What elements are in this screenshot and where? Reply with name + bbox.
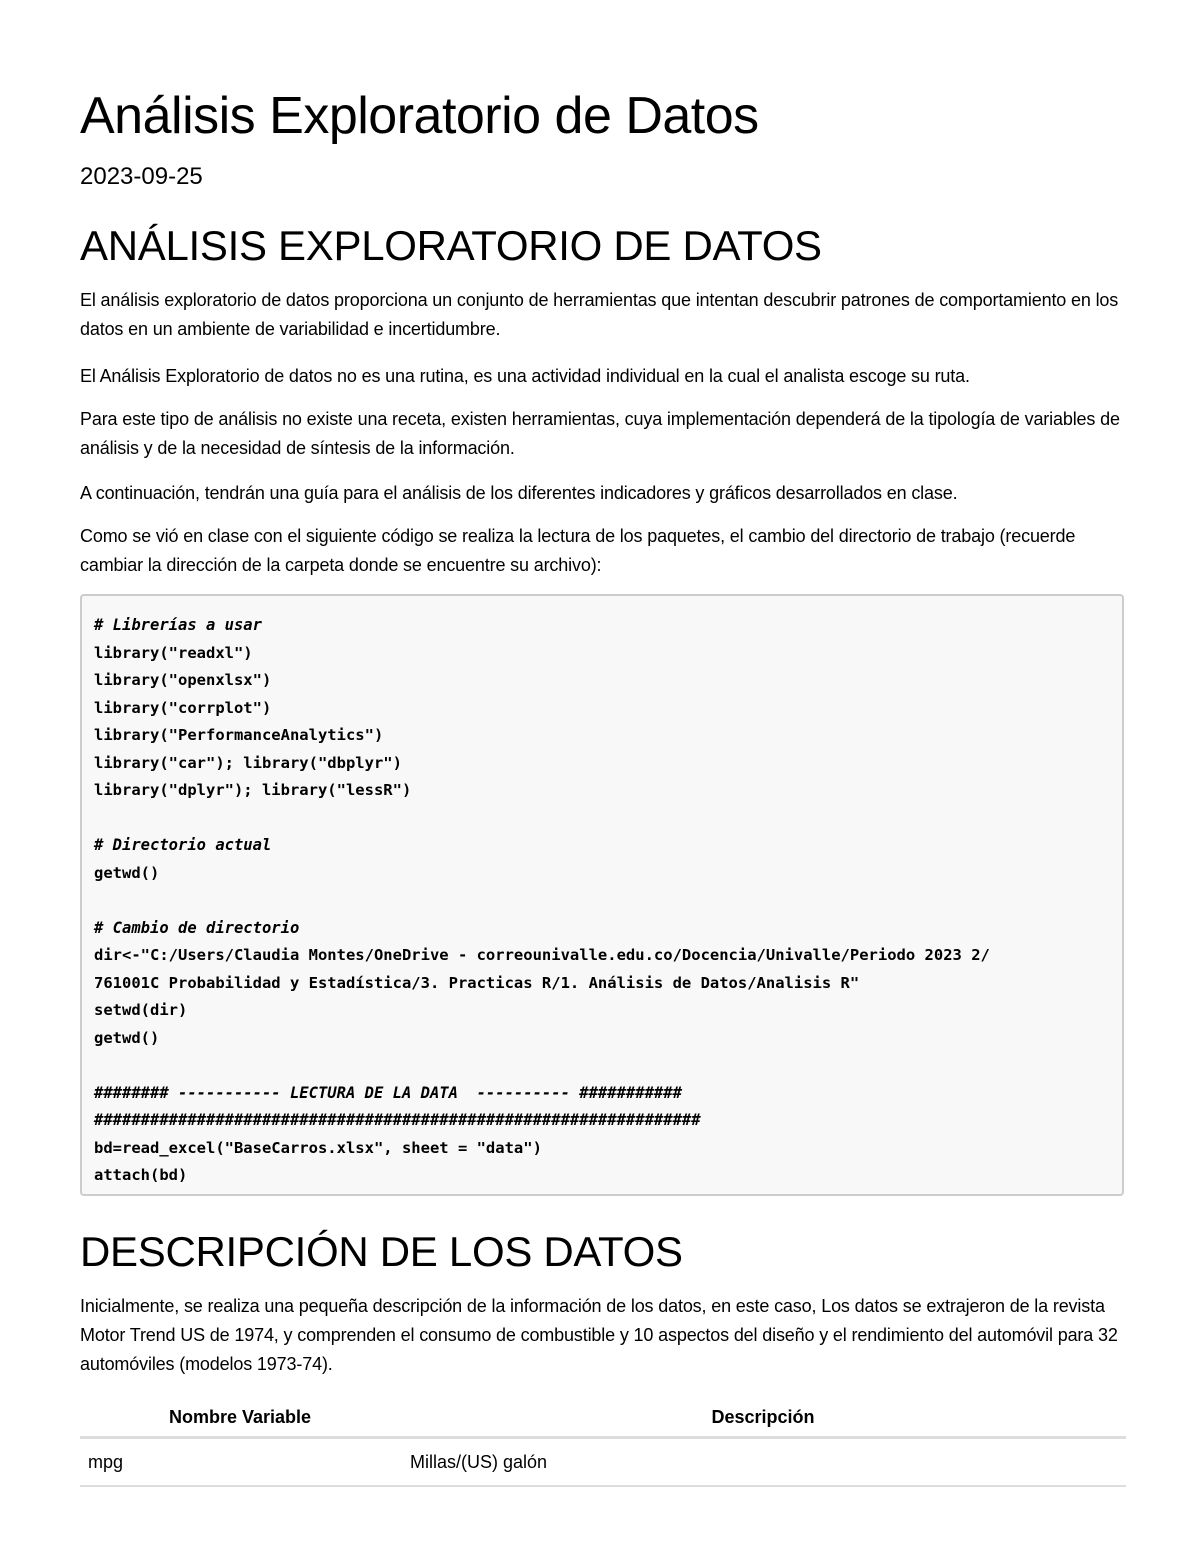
code-comment: # Directorio actual <box>94 836 272 854</box>
code-line: getwd() <box>94 1028 160 1047</box>
section-heading-analisis: ANÁLISIS EXPLORATORIO DE DATOS <box>80 222 822 269</box>
code-line: library("dplyr"); library("lessR") <box>94 781 412 799</box>
code-line: 761001C Probabilidad y Estadística/3. Practicas R/1. Análisis de Datos/Analisis R" <box>94 973 860 992</box>
code-blank-line <box>94 805 1114 833</box>
code-comment: # Cambio de directorio <box>94 918 300 937</box>
code-blank-line <box>94 887 1114 915</box>
code-line: bd=read_excel("BaseCarros.xlsx", sheet = "data") <box>94 1138 542 1157</box>
code-line: library("PerformanceAnalytics") <box>94 726 384 744</box>
code-comment: ################################################################# <box>94 1111 701 1129</box>
table-cell-description: Millas/(US) galón <box>400 1438 1126 1487</box>
code-line: library("corrplot") <box>94 698 272 717</box>
code-line: dir<-"C:/Users/Claudia Montes/OneDrive - correounivalle.edu.co/Docencia/Univalle/Periodo 2023 2/ <box>94 946 990 964</box>
code-line: library("readxl") <box>94 643 253 662</box>
code-comment: ######## ----------- LECTURA DE LA DATA ---------- ########### <box>94 1083 682 1102</box>
code-line: getwd() <box>94 863 160 882</box>
paragraph: Inicialmente, se realiza una pequeña descripción de la información de los datos, en este caso, Los datos se extrajeron de la revista Motor Trend US de 1974, y comprenden el consumo de combustible y 10 aspectos del diseño y el rendimiento del automóvil para 32 automóviles (modelos 1973-74). <box>80 1296 1118 1374</box>
table-header-row <box>80 1398 1126 1438</box>
code-comment: # Librerías a usar <box>94 616 262 634</box>
code-block <box>80 594 1124 1196</box>
column-header-nombre: Nombre Variable <box>80 1398 400 1438</box>
paragraph: Como se vió en clase con el siguiente código se realiza la lectura de los paquetes, el cambio del directorio de trabajo (recuerde cambiar la dirección de la carpeta donde se encuentre su archivo): <box>80 526 1076 575</box>
document-date: 2023-09-25 <box>80 163 203 190</box>
variables-table <box>80 1398 1126 1487</box>
code-line: attach(bd) <box>94 1166 188 1184</box>
code-line: library("car"); library("dbplyr") <box>94 753 402 772</box>
paragraph: Para este tipo de análisis no existe una receta, existen herramientas, cuya implementación dependerá de la tipología de variables de análisis y de la necesidad de síntesis de la información. <box>80 409 1120 458</box>
paragraph: A continuación, tendrán una guía para el análisis de los diferentes indicadores y gráficos desarrollados en clase. <box>80 483 958 503</box>
table-row <box>80 1438 1126 1487</box>
table-cell-variable: mpg <box>80 1438 400 1487</box>
section-heading-descripcion: DESCRIPCIÓN DE LOS DATOS <box>80 1228 683 1275</box>
code-line: library("openxlsx") <box>94 671 272 689</box>
paragraph: El análisis exploratorio de datos proporciona un conjunto de herramientas que intentan descubrir patrones de comportamiento en los datos en un ambiente de variabilidad e incertidumbre. <box>80 290 1119 339</box>
column-header-descripcion: Descripción <box>400 1398 1126 1438</box>
code-line: setwd(dir) <box>94 1001 188 1019</box>
code-blank-line <box>94 1052 1114 1080</box>
document-title: Análisis Exploratorio de Datos <box>80 87 759 145</box>
paragraph: El Análisis Exploratorio de datos no es una rutina, es una actividad individual en la cual el analista escoge su ruta. <box>80 366 970 386</box>
